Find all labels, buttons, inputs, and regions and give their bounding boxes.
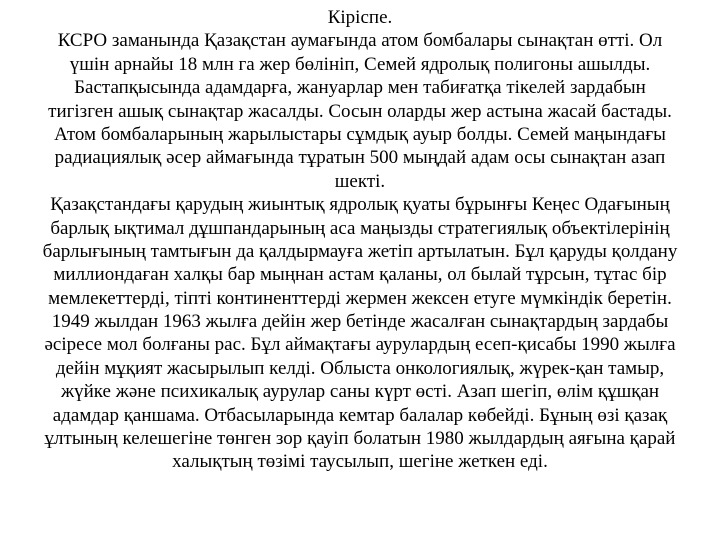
text-line: Бастапқысында адамдарға, жануарлар мен табиғатқа тікелей зардабын — [74, 77, 646, 99]
text-line: халықтың төзімі таусылып, шегіне жеткен еді. — [172, 451, 548, 473]
text-line: үшін арнайы 18 млн га жер бөлініп, Семей ядролық полигоны ашылды. — [69, 53, 651, 75]
text-line: Қазақстандағы қарудың жиынтық ядролық қуаты бұрынғы Кеңес Одағының — [50, 194, 670, 216]
text-line: Атом бомбаларының жарылыстары сұмдық ауыр болды. Семей маңындағы — [54, 123, 666, 145]
text-line: тигізген ашық сынақтар жасалды. Сосын оларды жер астына жасай бастады. — [48, 100, 672, 122]
text-line: барлығының тамтығын да қалдырмауға жетіп артылатын. Бұл қаруды қолдану — [42, 240, 678, 262]
text-line: шекті. — [334, 170, 386, 192]
document-title: Кіріспе. — [327, 7, 393, 28]
text-line: КСРО заманында Қазақстан аумағында атом бомбалары сынақтан өтті. Ол — [57, 30, 663, 52]
text-line: 1949 жылдан 1963 жылға дейін жер бетінде жасалған сынақтардың зардабы — [51, 311, 669, 333]
text-line: мемлекеттерді, тіпті континенттерді жермен жексен етуге мүмкіндік беретін. — [48, 287, 672, 309]
text-line: жүйке және психикалық аурулар саны күрт өсті. Азап шегіп, өлім құшқан — [60, 381, 660, 403]
text-line: дейін мұқият жасырылып келді. Облыста онкологиялық, жүрек-қан тамыр, — [55, 357, 665, 379]
text-line: әсіресе мол болғаны рас. Бұл аймақтағы аурулардың есеп-қисабы 1990 жылға — [44, 334, 676, 356]
text-line: барлық ықтимал дұшпандарының аса маңызды стратегиялық объектілерінің — [50, 217, 670, 239]
text-line: радиациялық әсер аймағында тұратын 500 мыңдай адам осы сынақтан азап — [54, 147, 666, 169]
text-line: адамдар қаншама. Отбасыларында кемтар балалар көбейді. Бұның өзі қазақ — [52, 404, 668, 426]
text-line: миллиондаған халқы бар мыңнан астам қаланы, ол былай тұрсын, тұтас бір — [53, 264, 667, 286]
text-line: ұлтының келешегіне төнген зор қауіп болатын 1980 жылдардың аяғына қарай — [44, 428, 676, 450]
